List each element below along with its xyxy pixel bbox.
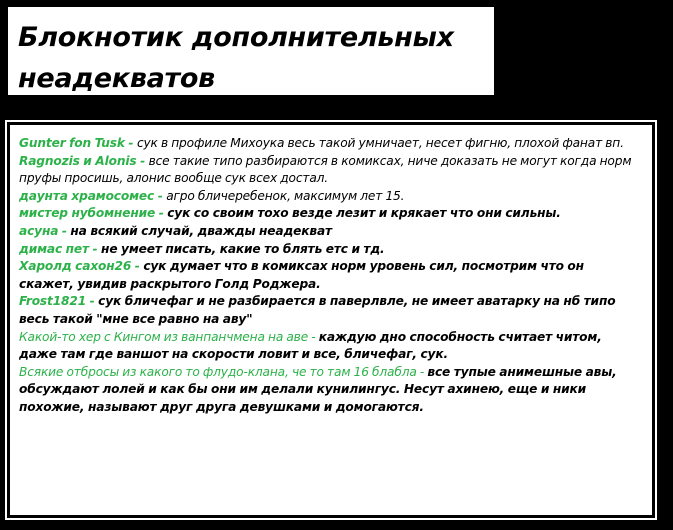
entry-description: сук со своим тохо везде лезит и крякает что они сильны. [167,206,561,221]
list-item [19,241,642,259]
entry-separator: - [86,294,99,309]
list-item [19,188,642,206]
entry-separator: - [154,188,167,203]
list-item [19,258,642,293]
entry-name: Frost1821 [19,294,87,309]
entry-description: не умеет писать, какие то блять етс и тд. [101,241,385,256]
entry-separator: - [131,259,144,274]
entry-separator: - [136,153,149,168]
title-line-1: Блокнотик дополнительных [18,22,454,53]
entry-description: агро бличеребенок, максимум лет 15. [166,188,405,203]
entry-name: Всякие отбросы из какого то флудо-клана, че то там 16 блабла [19,364,417,379]
entry-description: каждую дно способность считает читом, даже там где ваншот на скорости ловит и все, бличефаг, сук. [19,329,602,362]
entry-separator: - [308,329,319,344]
list-item [19,329,642,364]
entry-separator: - [155,206,168,221]
entry-description: на всякий случай, дважды неадекват [70,223,332,238]
entry-name: мистер нубомнение [19,206,156,221]
title-panel [5,4,497,98]
entry-name: Харолд сахон26 [19,259,132,274]
list-item [19,223,642,241]
entry-name: асуна [19,223,59,238]
entry-name: димас пет [19,241,89,256]
entry-name: даунта храмосомес [19,188,155,203]
list-item [19,135,642,153]
entry-description: сук думает что в комиксах норм уровень сил, посмотрим что он скажет, увидив раскрытого Голд Роджера. [19,259,584,291]
entry-description: сук бличефаг и не разбирается в паверлвле, не имеет аватарку на нб типо весь такой "мне все равно на аву" [19,294,616,326]
entry-description: все такие типо разбираются в комиксах, ниче доказать не могут когда норм пруфы просишь, алонис вообще сук всех достал. [19,153,632,186]
entry-separator: - [124,136,137,150]
entry-name: Gunter fon Tusk [19,136,125,150]
list-item [19,364,642,417]
entry-name: Какой-то хер с Кингом из ванпанчмена на аве [19,329,309,344]
entry-name: Ragnozis и Alonis [19,153,137,168]
entry-description: сук в профиле Михоука весь такой умничает, несет фигню, плохой фанат вп. [136,136,624,150]
content-panel [7,122,655,518]
entry-separator: - [88,241,102,256]
list-item [19,153,642,188]
list-item [19,205,642,223]
entry-separator: - [416,364,428,379]
title-line-2: неадекватов [18,63,215,94]
list-item [19,293,642,328]
entry-separator: - [58,223,71,238]
entry-description: все тупые анимешные авы, обсуждают лолей и как бы они им делали кунилингус. Несут ахинею, еще и ники похожие, называют друг друга девушками и домогаются. [19,364,617,414]
